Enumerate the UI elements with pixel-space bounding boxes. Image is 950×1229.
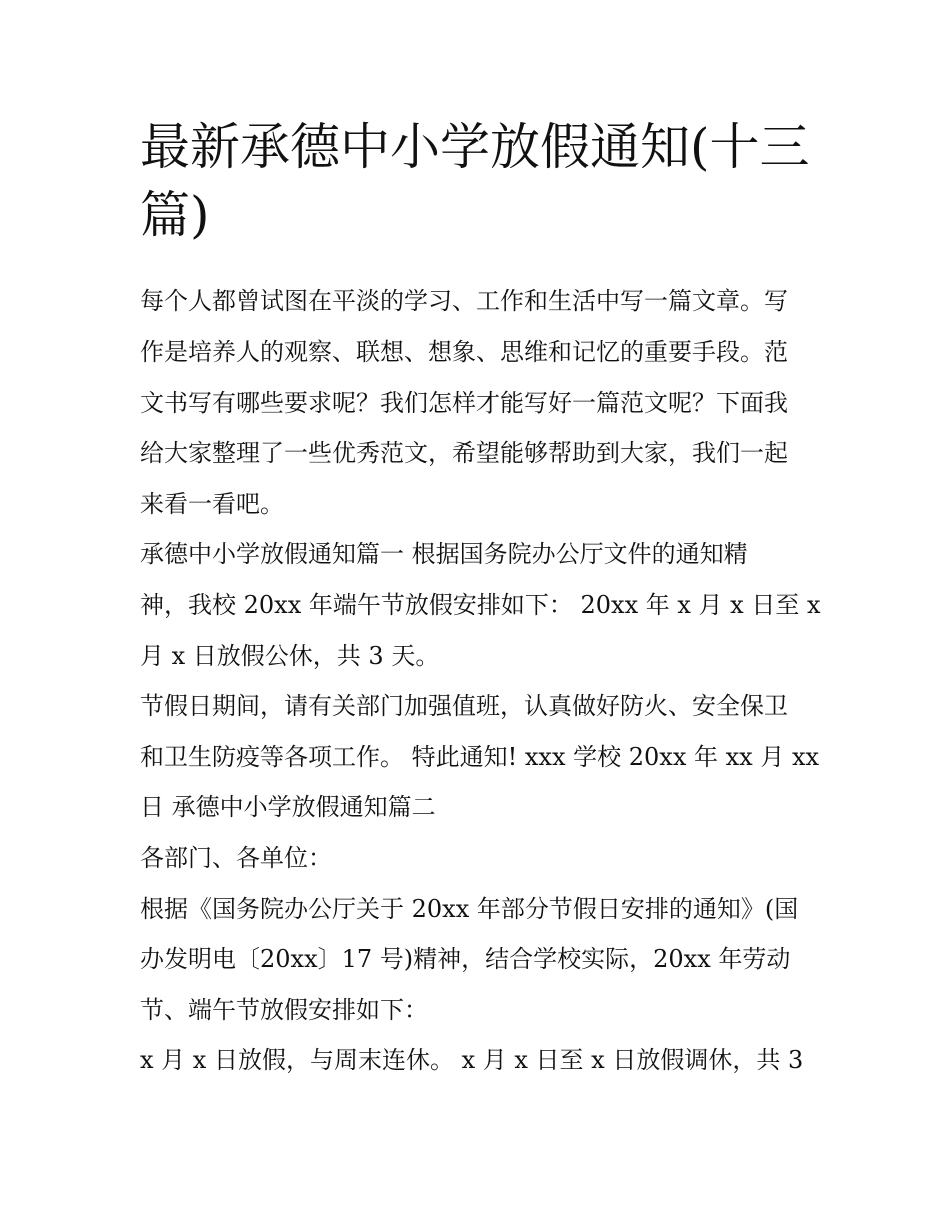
body-line: 各部门、各单位： [140, 844, 332, 872]
body-line: 节假日期间，请有关部门加强值班，认真做好防火、安全保卫 [140, 692, 788, 720]
body-line: 给大家整理了一些优秀范文，希望能够帮助到大家，我们一起 [140, 439, 788, 467]
body-line: 日 承德中小学放假通知篇二 [140, 793, 436, 821]
body-line: 作是培养人的观察、联想、想象、思维和记忆的重要手段。范 [140, 338, 788, 366]
body-line: 办发明电〔20xx〕17 号)精神，结合学校实际，20xx 年劳动 [140, 945, 791, 973]
title-line-1: 最新承德中小学放假通知(十三 [140, 118, 810, 176]
document-title [140, 113, 830, 249]
body-line: x 月 x 日放假，与周末连休。 x 月 x 日至 x 日放假调休，共 3 [140, 1046, 804, 1074]
body-line: 月 x 日放假公休，共 3 天。 [140, 642, 440, 670]
body-line: 每个人都曾试图在平淡的学习、工作和生活中写一篇文章。写 [140, 287, 788, 315]
body-line: 来看一看吧。 [140, 490, 284, 518]
body-line: 文书写有哪些要求呢？我们怎样才能写好一篇范文呢？下面我 [140, 389, 788, 417]
body-line: 承德中小学放假通知篇一 根据国务院办公厅文件的通知精 [140, 540, 748, 568]
body-line: 和卫生防疫等各项工作。 特此通知! xxx 学校 20xx 年 xx 月 xx [140, 743, 820, 771]
body-line: 根据《国务院办公厅关于 20xx 年部分节假日安排的通知》(国 [140, 895, 799, 923]
title-line-2: 篇) [140, 186, 210, 244]
body-line: 节、端午节放假安排如下： [140, 996, 428, 1024]
body-line: 神，我校 20xx 年端午节放假安排如下： 20xx 年 x 月 x 日至 x [140, 591, 821, 619]
